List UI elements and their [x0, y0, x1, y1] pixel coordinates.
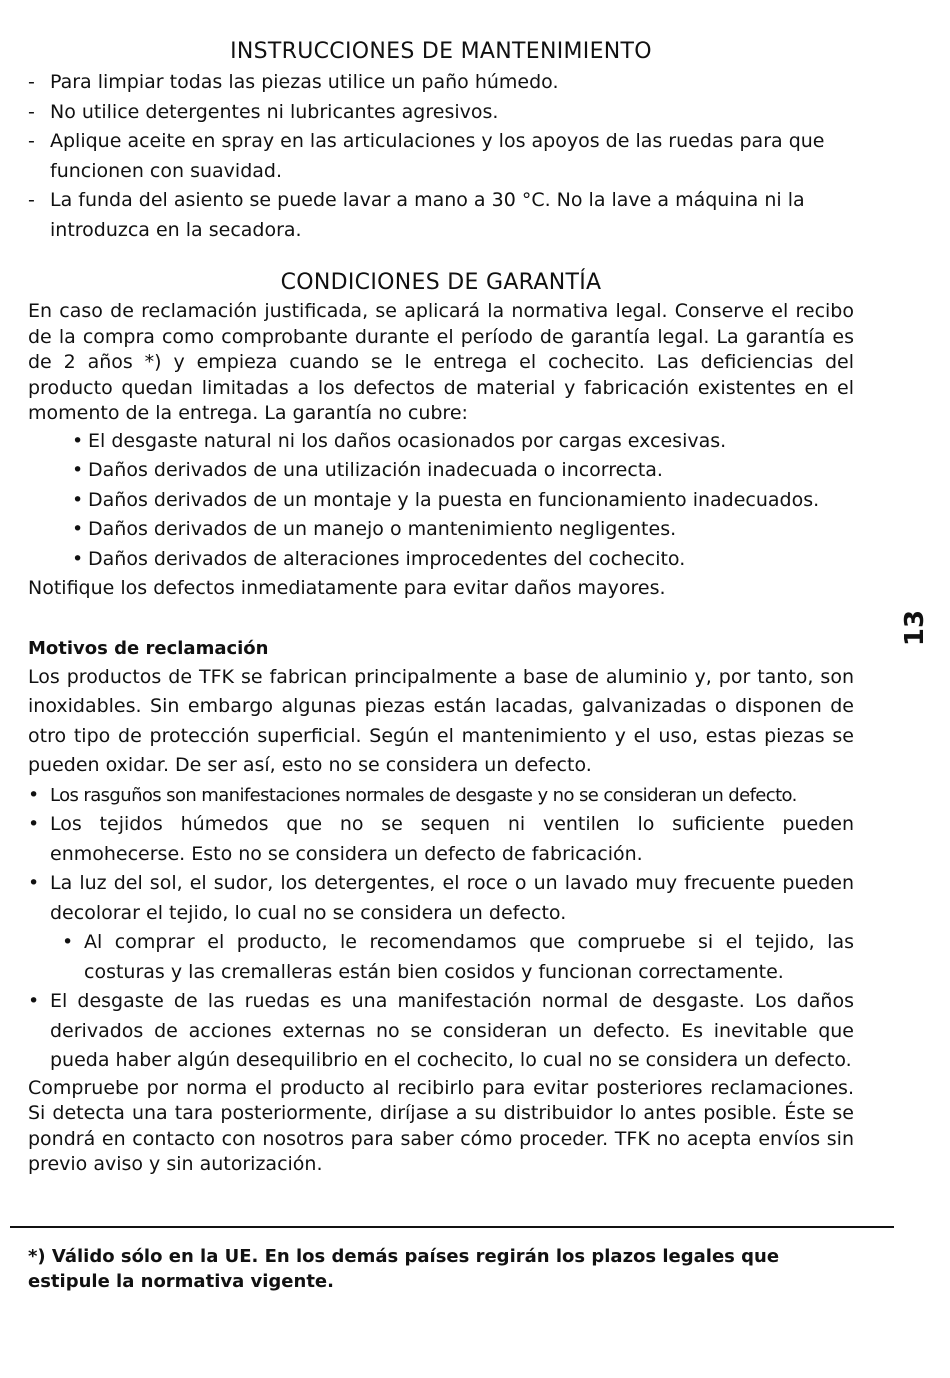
dash-marker: - — [28, 71, 35, 93]
dash-marker: - — [28, 130, 35, 152]
warranty-intro: En caso de reclamación justificada, se aplicará la normativa legal. Conserve el recibo de la compra como comprobante durante el período de garantía legal. La garantía es de 2 años *) y empieza cuando se le entrega el cochecito. Las deficiencias del producto quedan limitadas a los defectos de material y fabricación existentes en el momento de la entrega. La garantía no cubre: — [28, 300, 854, 424]
warranty-notice: Notifique los defectos inmediatamente para evitar daños mayores. — [28, 577, 666, 599]
list-item — [28, 98, 854, 128]
list-item-text: No utilice detergentes ni lubricantes agresivos. — [50, 100, 499, 123]
claims-closing: Compruebe por norma el producto al recibirlo para evitar posteriores reclamaciones. Si detecta una tara posteriormente, diríjase a su distribuidor lo antes posible. Éste se pondrá en contacto con nosotros para saber cómo proceder. TFK no acepta envíos sin previo aviso y sin autorización. — [28, 1076, 854, 1175]
list-item-text: Daños derivados de un manejo o mantenimiento negligentes. — [88, 518, 677, 540]
list-item — [72, 515, 854, 545]
list-item — [28, 781, 854, 811]
list-item — [72, 486, 854, 516]
list-item — [28, 987, 854, 1076]
list-item — [28, 869, 854, 928]
footnote-divider — [10, 1226, 894, 1228]
list-item-text: El desgaste de las ruedas es una manifestación normal de desgaste. Los daños derivados de acciones externas no se consideran un defecto. Es inevitable que pueda haber algún desequilibrio en el cochecito, lo cual no se considera un defecto. — [50, 990, 854, 1071]
list-item-text: Al comprar el producto, le recomendamos que compruebe si el tejido, las costuras y las cremalleras están bien cosidos y funcionan correctamente. — [84, 931, 854, 983]
warranty-exclusions — [72, 427, 854, 575]
claims-title: Motivos de reclamación — [28, 637, 269, 659]
list-item-text: La funda del asiento se puede lavar a mano a 30 °C. No la lave a máquina ni la introduzca en la secadora. — [50, 189, 805, 241]
warranty-title: CONDICIONES DE GARANTÍA — [280, 270, 602, 295]
list-item — [28, 68, 854, 98]
list-item-text: Los rasguños son manifestaciones normales de desgaste y no se consideran un defecto. — [50, 784, 797, 806]
maintenance-list — [28, 68, 854, 245]
bullet-marker: • — [72, 547, 84, 570]
list-item — [28, 127, 854, 186]
bullet-marker: • — [28, 783, 40, 806]
list-item — [28, 928, 854, 987]
bullet-marker: • — [72, 488, 84, 511]
bullet-marker: • — [28, 990, 40, 1012]
bullet-marker: • — [62, 931, 74, 953]
list-item-text: Aplique aceite en spray en las articulaciones y los apoyos de las ruedas para que funcionen con suavidad. — [50, 130, 825, 182]
list-item-text: Daños derivados de alteraciones improcedentes del cochecito. — [88, 547, 686, 570]
bullet-marker: • — [72, 459, 84, 481]
list-item-text: Los tejidos húmedos que no se sequen ni ventilen lo suficiente pueden enmohecerse. Esto no se considera un defecto de fabricación. — [50, 813, 854, 865]
list-item — [28, 810, 854, 869]
list-item — [72, 545, 854, 575]
dash-marker: - — [28, 189, 35, 211]
dash-marker: - — [28, 100, 35, 123]
bullet-marker: • — [28, 872, 40, 894]
list-item-text: La luz del sol, el sudor, los detergentes, el roce o un lavado muy frecuente pueden decolorar el tejido, lo cual no se considera un defecto. — [50, 872, 854, 924]
list-item-text: Para limpiar todas las piezas utilice un paño húmedo. — [50, 71, 559, 93]
list-item — [72, 427, 854, 457]
document-page — [28, 36, 854, 1178]
list-item-text: El desgaste natural ni los daños ocasionados por cargas excesivas. — [88, 429, 727, 452]
list-item-text: Daños derivados de un montaje y la puesta en funcionamiento inadecuados. — [88, 488, 820, 511]
footnote: *) Válido sólo en la UE. En los demás países regirán los plazos legales que estipule la normativa vigente. — [28, 1246, 780, 1292]
list-item — [72, 456, 854, 486]
bullet-marker: • — [72, 518, 84, 540]
bullet-marker: • — [28, 813, 40, 835]
bullet-marker: • — [72, 429, 84, 452]
list-item-text: Daños derivados de una utilización inadecuada o incorrecta. — [88, 459, 663, 481]
list-item — [28, 186, 854, 245]
claims-intro: Los productos de TFK se fabrican principalmente a base de aluminio y, por tanto, son inoxidables. Sin embargo algunas piezas están lacadas, galvanizadas o disponen de otro tipo de protección superficial. Según el mantenimiento y el uso, estas piezas se pueden oxidar. De ser así, esto no se considera un defecto. — [28, 665, 854, 776]
page-number: 13 — [900, 609, 930, 647]
maintenance-title: INSTRUCCIONES DE MANTENIMIENTO — [230, 39, 652, 64]
